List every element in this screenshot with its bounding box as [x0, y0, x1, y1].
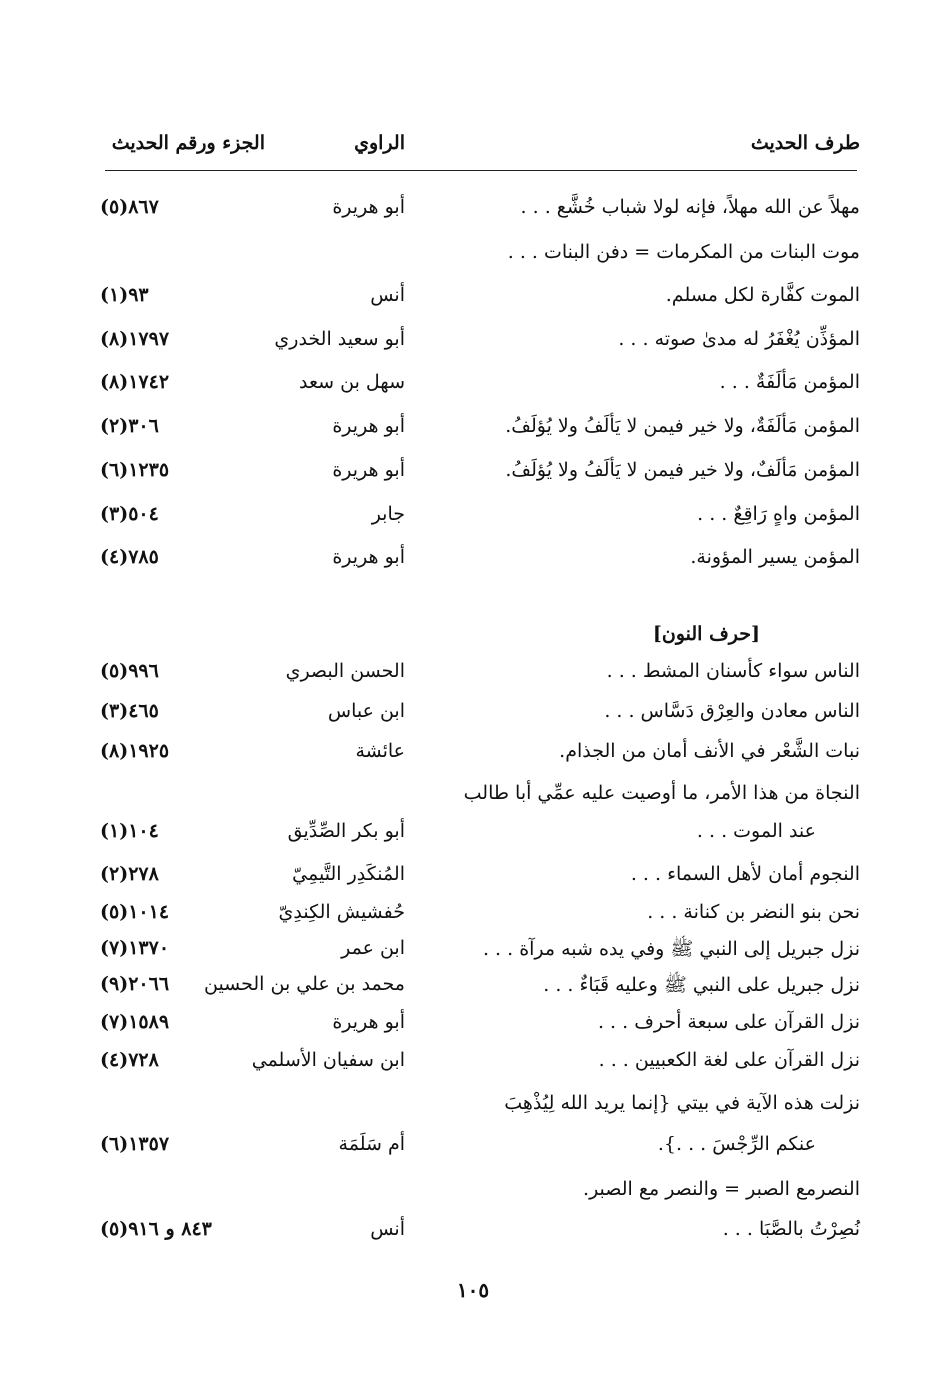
- hadith-text: الناس سواء كأسنان المشط . . .: [606, 660, 860, 682]
- hadith-reference: (٧)١٥٨٩: [100, 1011, 170, 1033]
- index-row: [100, 1041, 860, 1081]
- index-row: [100, 1084, 860, 1124]
- narrator-name: ابن سفيان الأسلمي: [251, 1049, 405, 1071]
- index-row: [100, 451, 860, 491]
- narrator-name: ابن عمر: [341, 937, 405, 959]
- hadith-reference: (٥)٨٤٣ و ٩١٦: [100, 1218, 212, 1240]
- hadith-text: النصرمع الصبر = والنصر مع الصبر.: [583, 1178, 860, 1200]
- hadith-text: المؤذِّن يُغْفَرُ له مدىٰ صوته . . .: [618, 328, 860, 350]
- index-row: [100, 538, 860, 578]
- section-heading-text: [حرف النون]: [652, 623, 760, 645]
- hadith-text: النجوم أمان لأهل السماء . . .: [630, 863, 860, 885]
- narrator-name: حُفشيش الكِندِيّ: [278, 901, 405, 923]
- hadith-reference: (٨)١٧٩٧: [100, 328, 170, 350]
- hadith-text: المؤمن مَألَفٌ، ولا خير فيمن لا يَألَفُ ولا يُؤلَفُ.: [505, 459, 860, 481]
- index-row: [100, 1125, 860, 1165]
- header-narrator: الراوي: [354, 132, 405, 154]
- narrator-name: أم سَلَمَة: [338, 1133, 405, 1155]
- hadith-reference: (٣)٥٠٤: [100, 503, 159, 525]
- narrator-name: الحسن البصري: [285, 660, 405, 682]
- hadith-text: موت البنات من المكرمات = دفن البنات . . .: [507, 241, 860, 263]
- hadith-reference: (٦)١٣٥٧: [100, 1133, 170, 1155]
- hadith-reference: (١)١٠٤: [100, 820, 159, 842]
- hadith-reference: (١)٩٣: [100, 284, 149, 306]
- hadith-text: المؤمن واهٍ رَاقِعٌ . . .: [697, 503, 860, 525]
- hadith-text: عند الموت . . .: [696, 820, 816, 842]
- index-row: [100, 1210, 860, 1250]
- index-row: [100, 188, 860, 228]
- hadith-text: الموت كفَّارة لكل مسلم.: [665, 284, 860, 306]
- narrator-name: أبو هريرة: [332, 415, 405, 437]
- hadith-reference: (٨)١٩٢٥: [100, 740, 170, 762]
- header-reference: الجزء ورقم الحديث: [111, 132, 265, 154]
- hadith-reference: (٢)٢٧٨: [100, 863, 159, 885]
- index-row: [100, 893, 860, 933]
- narrator-name: المُنكَدِر التَّيمِيّ: [292, 863, 405, 885]
- hadith-reference: (٤)٧٢٨: [100, 1049, 159, 1071]
- index-row: [100, 652, 860, 692]
- narrator-name: أبو هريرة: [332, 1011, 405, 1033]
- index-row: [100, 929, 860, 969]
- index-row: [100, 1170, 860, 1210]
- index-row: [100, 692, 860, 732]
- hadith-text: نزل القرآن على لغة الكعبيين . . .: [598, 1049, 860, 1071]
- index-row: [100, 320, 860, 360]
- index-row: [100, 812, 860, 852]
- narrator-name: محمد بن علي بن الحسين: [203, 973, 405, 995]
- hadith-text: نُصِرْتُ بالصَّبَا . . .: [722, 1218, 860, 1240]
- index-row: [100, 495, 860, 535]
- hadith-text: المؤمن مَألَفَةٌ، ولا خير فيمن لا يَألَفُ ولا يُؤلَفُ.: [505, 415, 860, 437]
- hadith-text: نزل القرآن على سبعة أحرف . . .: [597, 1011, 860, 1033]
- narrator-name: أنس: [370, 1218, 405, 1240]
- narrator-name: أبو هريرة: [332, 196, 405, 218]
- hadith-reference: (٦)١٢٣٥: [100, 459, 170, 481]
- narrator-name: أبو بكر الصِّدِّيق: [287, 820, 405, 842]
- index-row: [100, 233, 860, 273]
- hadith-text: عنكم الرِّجْسَ . . .}.: [657, 1133, 816, 1155]
- header-hadith: طرف الحديث: [750, 132, 860, 154]
- hadith-text: المؤمن مَألَفَةٌ . . .: [719, 371, 860, 393]
- narrator-name: سهل بن سعد: [299, 371, 405, 393]
- hadith-reference: (٩)٢٠٦٦: [100, 973, 170, 995]
- page-number: ١٠٥: [456, 1278, 490, 1302]
- index-row: [100, 363, 860, 403]
- index-row: [100, 1003, 860, 1043]
- hadith-text: نزلت هذه الآية في بيتي {إنما يريد الله لِيُذْهِبَ: [504, 1092, 860, 1114]
- narrator-name: أنس: [370, 284, 405, 306]
- hadith-reference: (٢)٣٠٦: [100, 415, 159, 437]
- hadith-reference: (٨)١٧٤٢: [100, 371, 170, 393]
- narrator-name: جابر: [371, 503, 405, 525]
- hadith-text: المؤمن يسير المؤونة.: [690, 546, 860, 568]
- hadith-reference: (٥)٩٩٦: [100, 660, 159, 682]
- narrator-name: أبو هريرة: [332, 546, 405, 568]
- index-row: [100, 774, 860, 814]
- narrator-name: أبو سعيد الخدري: [274, 328, 405, 350]
- narrator-name: أبو هريرة: [332, 459, 405, 481]
- index-row: [100, 855, 860, 895]
- hadith-text: نحن بنو النضر بن كنانة . . .: [647, 901, 860, 923]
- hadith-reference: (٥)١٠١٤: [100, 901, 170, 923]
- narrator-name: ابن عباس: [327, 700, 405, 722]
- index-row: [100, 965, 860, 1005]
- hadith-text: نبات الشَّعْر في الأنف أمان من الجذام.: [559, 740, 860, 762]
- hadith-text: مهلاً عن الله مهلاً، فإنه لولا شباب خُشَّع . . .: [520, 196, 860, 218]
- hadith-text: نزل جبريل على النبي ﷺ وعليه قَبَاءٌ . . .: [543, 974, 860, 996]
- hadith-text: النجاة من هذا الأمر، ما أوصيت عليه عمِّي أبا طالب: [463, 782, 860, 804]
- section-heading: [100, 615, 860, 655]
- hadith-text: نزل جبريل إلى النبي ﷺ وفي يده شبه مرآة . . .: [482, 938, 860, 960]
- hadith-reference: (٤)٧٨٥: [100, 546, 159, 568]
- hadith-reference: (٧)١٣٧٠: [100, 937, 170, 959]
- hadith-text: الناس معادن والعِرْق دَسَّاس . . .: [604, 700, 860, 722]
- hadith-reference: (٣)٤٦٥: [100, 700, 159, 722]
- index-row: [100, 276, 860, 316]
- index-row: [100, 732, 860, 772]
- index-row: [100, 407, 860, 447]
- hadith-reference: (٥)٨٦٧: [100, 196, 159, 218]
- narrator-name: عائشة: [355, 740, 405, 762]
